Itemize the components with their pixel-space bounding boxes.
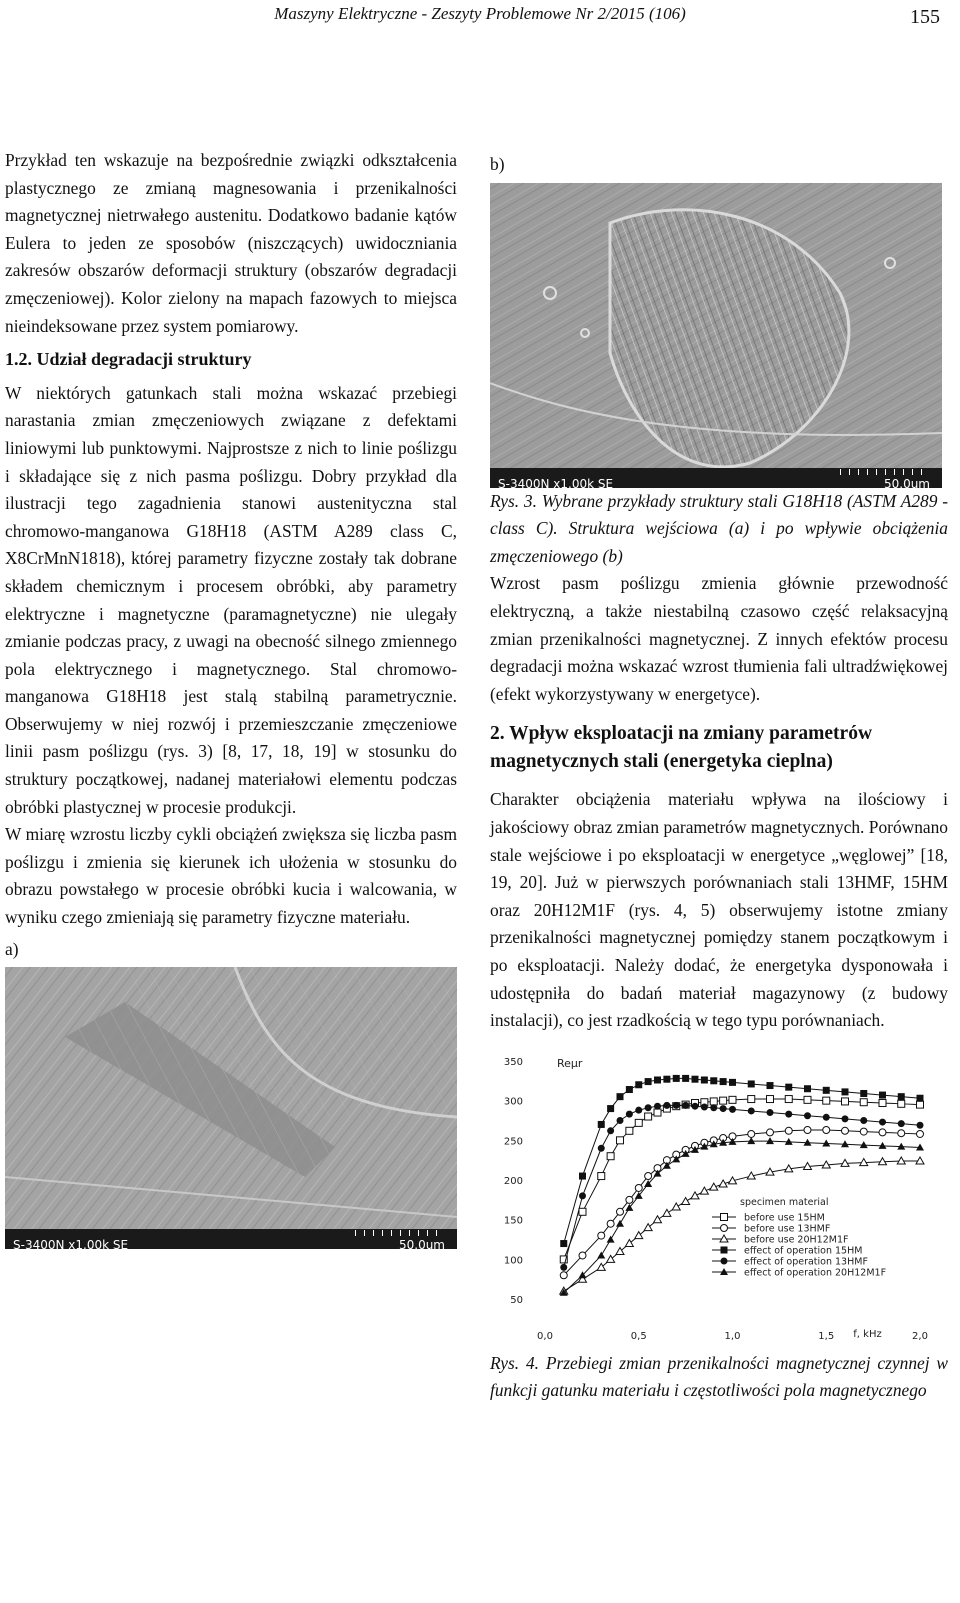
marker-open-triangle — [672, 1203, 680, 1210]
permeability-chart — [490, 1045, 940, 1350]
marker-filled-square — [785, 1083, 792, 1090]
marker-open-square — [721, 1213, 728, 1220]
legend-label: effect of operation 15HM — [744, 1245, 863, 1257]
marker-open-square — [654, 1109, 661, 1116]
marker-filled-triangle — [607, 1235, 615, 1242]
marker-open-circle — [721, 1224, 728, 1231]
marker-open-circle — [607, 1220, 614, 1227]
page-number: 155 — [910, 6, 940, 28]
marker-open-circle — [804, 1126, 811, 1133]
marker-open-square — [748, 1095, 755, 1102]
marker-open-circle — [917, 1130, 924, 1137]
marker-open-square — [710, 1098, 717, 1105]
marker-filled-circle — [898, 1120, 905, 1127]
marker-filled-square — [860, 1090, 867, 1097]
legend-label: before use 13HMF — [744, 1223, 831, 1235]
micrograph-b-scalebar — [490, 468, 942, 488]
marker-open-circle — [579, 1252, 586, 1259]
chart-svg — [490, 1045, 940, 1350]
figure-label-b: b) — [490, 154, 505, 174]
marker-filled-square — [842, 1088, 849, 1095]
y-tick-label: 250 — [503, 1136, 523, 1148]
marker-open-circle — [879, 1129, 886, 1136]
marker-filled-square — [729, 1079, 736, 1086]
legend-label: before use 20H12M1F — [744, 1234, 849, 1246]
marker-open-circle — [842, 1127, 849, 1134]
marker-open-square — [579, 1208, 586, 1215]
marker-filled-square — [673, 1075, 680, 1082]
marker-filled-square — [626, 1086, 633, 1093]
paragraph: Wzrost pasm poślizgu zmienia głównie przewodność elektryczną, a także niestabilną czasowo część relaksacyjną zmian przenikalności magnetycznej. Z innych efektów procesu degradacji można wskazać wzrost tłumienia fali ultradźwiękowej (efekt wykorzystywany w energetyce). — [490, 573, 948, 704]
marker-filled-square — [710, 1077, 717, 1084]
micrograph-b-scale: 50.0um — [883, 476, 930, 488]
marker-filled-circle — [663, 1102, 670, 1109]
marker-open-circle — [598, 1232, 605, 1239]
x-tick-label: 0,0 — [537, 1330, 553, 1342]
legend-label: effect of operation 20H12M1F — [744, 1267, 887, 1279]
marker-filled-circle — [785, 1110, 792, 1117]
marker-open-circle — [823, 1126, 830, 1133]
figure-3-caption: Rys. 3. Wybrane przykłady struktury stali G18H18 (ASTM A289 - class C). Struktura wejściowa (a) i po wpływie obciążenia zmęczeniowego (b) — [490, 490, 948, 566]
marker-filled-circle — [598, 1144, 605, 1151]
marker-filled-circle — [748, 1107, 755, 1114]
marker-open-square — [917, 1101, 924, 1108]
marker-filled-square — [645, 1078, 652, 1085]
marker-open-circle — [898, 1129, 905, 1136]
section-heading: 2. Wpływ eksploatacji na zmiany parametrów magnetycznych stali (energetyka cieplna) — [490, 723, 873, 773]
marker-filled-circle — [917, 1121, 924, 1128]
marker-open-circle — [645, 1172, 652, 1179]
marker-filled-circle — [710, 1104, 717, 1111]
marker-filled-triangle — [616, 1219, 624, 1226]
marker-filled-square — [579, 1172, 586, 1179]
marker-filled-circle — [701, 1103, 708, 1110]
y-tick-label: 50 — [510, 1294, 523, 1306]
paragraph: Przykład ten wskazuje na bezpośrednie związki odkształcenia plastycznego ze zmianą magnesowania i przenikalności magnetycznej nietrwałego austenitu. Dodatkowo badanie kątów Eulera to jeden ze sposobów (niszczących) uwidoczniania zakresów obszarów deformacji struktury (obszarów degradacji zmęczeniowej). Kolor zielony na mapach fazowych to miejsca nieindeksowane przez system pomiarowy. — [5, 150, 457, 336]
marker-open-square — [729, 1096, 736, 1103]
marker-filled-square — [879, 1091, 886, 1098]
marker-open-square — [804, 1096, 811, 1103]
y-tick-label: 150 — [503, 1215, 523, 1227]
marker-filled-square — [804, 1085, 811, 1092]
x-axis-label: f, kHz — [853, 1328, 882, 1340]
marker-filled-square — [682, 1075, 689, 1082]
marker-filled-circle — [626, 1110, 633, 1117]
marker-filled-circle — [682, 1102, 689, 1109]
left-column — [5, 147, 457, 1249]
micrograph-a-info: S-3400N x1.00k SE — [13, 1238, 129, 1250]
x-tick-label: 0,5 — [630, 1330, 647, 1342]
marker-open-circle — [626, 1196, 633, 1203]
legend-label: effect of operation 13HMF — [744, 1256, 868, 1268]
marker-open-square — [785, 1095, 792, 1102]
marker-filled-circle — [692, 1102, 699, 1109]
marker-open-square — [767, 1095, 774, 1102]
marker-filled-square — [635, 1081, 642, 1088]
marker-filled-square — [607, 1105, 614, 1112]
marker-open-square — [720, 1097, 727, 1104]
paragraph: Charakter obciążenia materiału wpływa na ilościowy i jakościowy obraz zmian parametrów magnetycznych. Porównano stale wejściowe i po eksploatacji w energetyce „węglowej” [18, 19, 20]. Już w pierwszych porównaniach stali 13HMF, 15HM oraz 20H12M1F (rys. 4, 5) obserwujemy istotne zmiany przenikalności magnetycznej pomiędzy stanem początkowym i po eksploatacji. Należy dodać, że energetyka dysponowała i udostępniła do badań materiał magazynowy (z budowy instalacji), co jest rzadkością w tego typu porównaniach. — [490, 789, 948, 1031]
marker-open-circle — [560, 1271, 567, 1278]
marker-open-triangle — [897, 1157, 905, 1164]
legend-title: specimen material — [740, 1196, 829, 1208]
marker-filled-square — [663, 1075, 670, 1082]
section-heading: 1.2. Udział degradacji struktury — [5, 349, 252, 370]
right-column — [490, 147, 948, 1405]
micrograph-b-texture — [490, 183, 942, 488]
marker-open-square — [635, 1119, 642, 1126]
figure-label-a: a) — [5, 938, 19, 959]
marker-filled-square — [767, 1082, 774, 1089]
marker-open-circle — [785, 1127, 792, 1134]
marker-open-circle — [860, 1128, 867, 1135]
marker-filled-square — [701, 1076, 708, 1083]
micrograph-b-info: S-3400N x1.00k SE — [498, 476, 614, 488]
marker-filled-circle — [617, 1117, 624, 1124]
marker-filled-square — [748, 1080, 755, 1087]
marker-filled-square — [917, 1094, 924, 1101]
marker-open-square — [617, 1137, 624, 1144]
marker-open-triangle — [916, 1157, 924, 1164]
marker-open-circle — [748, 1130, 755, 1137]
x-tick-label: 1,0 — [724, 1330, 741, 1342]
marker-filled-circle — [560, 1264, 567, 1271]
paragraph: W niektórych gatunkach stali można wskazać przebiegi narastania zmian zmęczeniowych związane z defektami liniowymi lub punktowymi. Najprostsze z nich to linie poślizgu i składające się z nich pasma poślizgu. Dobry przykład dla ilustracji tego zagadnienia stanowi austenityczna stal chromowo-manganowa G18H18 (ASTM A289 class C, X8CrMnN1818), której parametry fizyczne zostały tak dobrane składem chemicznym i procesem obróbki, aby parametry elektryczne i magnetyczne (paramagnetyczne) nie ulegały zmianie podczas pracy, z uwagi na obecność silnego zmiennego pola elektrycznego i magnetycznego. Stal chromowo-manganowa G18H18 jest stalą stabilną parametrycznie. Obserwujemy w niej rozwój i przemieszczanie zmęczeniowe linii pasm poślizgu (rys. 3) [8, 17, 18, 19] w stosunku do struktury początkowej, nadanej materiałowi elementu podczas obróbki plastycznej w procesie produkcji. — [5, 382, 457, 817]
marker-open-square — [823, 1097, 830, 1104]
marker-filled-circle — [654, 1102, 661, 1109]
x-tick-label: 1,5 — [818, 1330, 835, 1342]
paragraph: W miarę wzrostu liczby cykli obciążeń zwiększa się liczba pasm poślizgu i zmienia się kierunek ich ułożenia w stosunku do obrazu powstałego w procesie obróbki kucia i walcowania, w wyniku czego zmieniają się parametry fizyczne materiału. — [5, 824, 457, 928]
marker-filled-square — [617, 1093, 624, 1100]
marker-open-square — [860, 1098, 867, 1105]
x-tick-label: 2,0 — [912, 1330, 928, 1342]
marker-filled-circle — [823, 1113, 830, 1120]
micrograph-a-scalebar — [5, 1229, 457, 1249]
y-tick-label: 100 — [503, 1255, 523, 1267]
marker-open-square — [607, 1152, 614, 1159]
marker-filled-circle — [721, 1257, 728, 1264]
marker-filled-square — [598, 1121, 605, 1128]
marker-filled-circle — [720, 1105, 727, 1112]
legend-label: before use 15HM — [744, 1212, 825, 1224]
marker-open-square — [598, 1172, 605, 1179]
marker-open-triangle — [691, 1192, 699, 1199]
marker-filled-circle — [645, 1104, 652, 1111]
marker-filled-square — [692, 1075, 699, 1082]
marker-open-circle — [635, 1184, 642, 1191]
marker-open-circle — [617, 1208, 624, 1215]
journal-header: Maszyny Elektryczne - Zeszyty Problemowe Nr 2/2015 (106) — [274, 4, 686, 23]
micrograph-a-texture — [5, 967, 457, 1249]
marker-filled-circle — [673, 1102, 680, 1109]
micrograph-b — [490, 183, 942, 488]
marker-filled-square — [654, 1076, 661, 1083]
marker-filled-square — [823, 1087, 830, 1094]
y-axis-label: Reμr — [557, 1056, 583, 1070]
y-tick-label: 300 — [503, 1096, 523, 1108]
marker-filled-circle — [607, 1127, 614, 1134]
marker-filled-circle — [842, 1115, 849, 1122]
figure-4-caption: Rys. 4. Przebiegi zmian przenikalności magnetycznej czynnej w funkcji gatunku materiału i częstotliwości pola magnetycznego — [490, 1352, 948, 1401]
marker-open-triangle — [663, 1209, 671, 1216]
y-tick-label: 200 — [503, 1175, 523, 1187]
marker-filled-square — [898, 1093, 905, 1100]
y-tick-label: 350 — [503, 1056, 523, 1068]
marker-open-circle — [767, 1129, 774, 1136]
micrograph-a — [5, 967, 457, 1249]
marker-open-square — [626, 1127, 633, 1134]
micrograph-a-scale: 50.0um — [398, 1238, 445, 1250]
marker-filled-circle — [879, 1118, 886, 1125]
marker-filled-circle — [635, 1106, 642, 1113]
marker-filled-square — [721, 1246, 728, 1253]
marker-filled-square — [560, 1240, 567, 1247]
marker-open-square — [842, 1098, 849, 1105]
marker-filled-circle — [729, 1106, 736, 1113]
marker-filled-circle — [860, 1117, 867, 1124]
marker-filled-circle — [767, 1109, 774, 1116]
marker-filled-circle — [579, 1192, 586, 1199]
marker-open-square — [898, 1100, 905, 1107]
marker-open-square — [645, 1113, 652, 1120]
marker-open-triangle — [654, 1215, 662, 1222]
marker-filled-square — [720, 1078, 727, 1085]
marker-open-triangle — [700, 1187, 708, 1194]
marker-open-triangle — [682, 1197, 690, 1204]
marker-filled-circle — [804, 1112, 811, 1119]
marker-open-square — [879, 1099, 886, 1106]
marker-filled-triangle — [597, 1251, 605, 1258]
